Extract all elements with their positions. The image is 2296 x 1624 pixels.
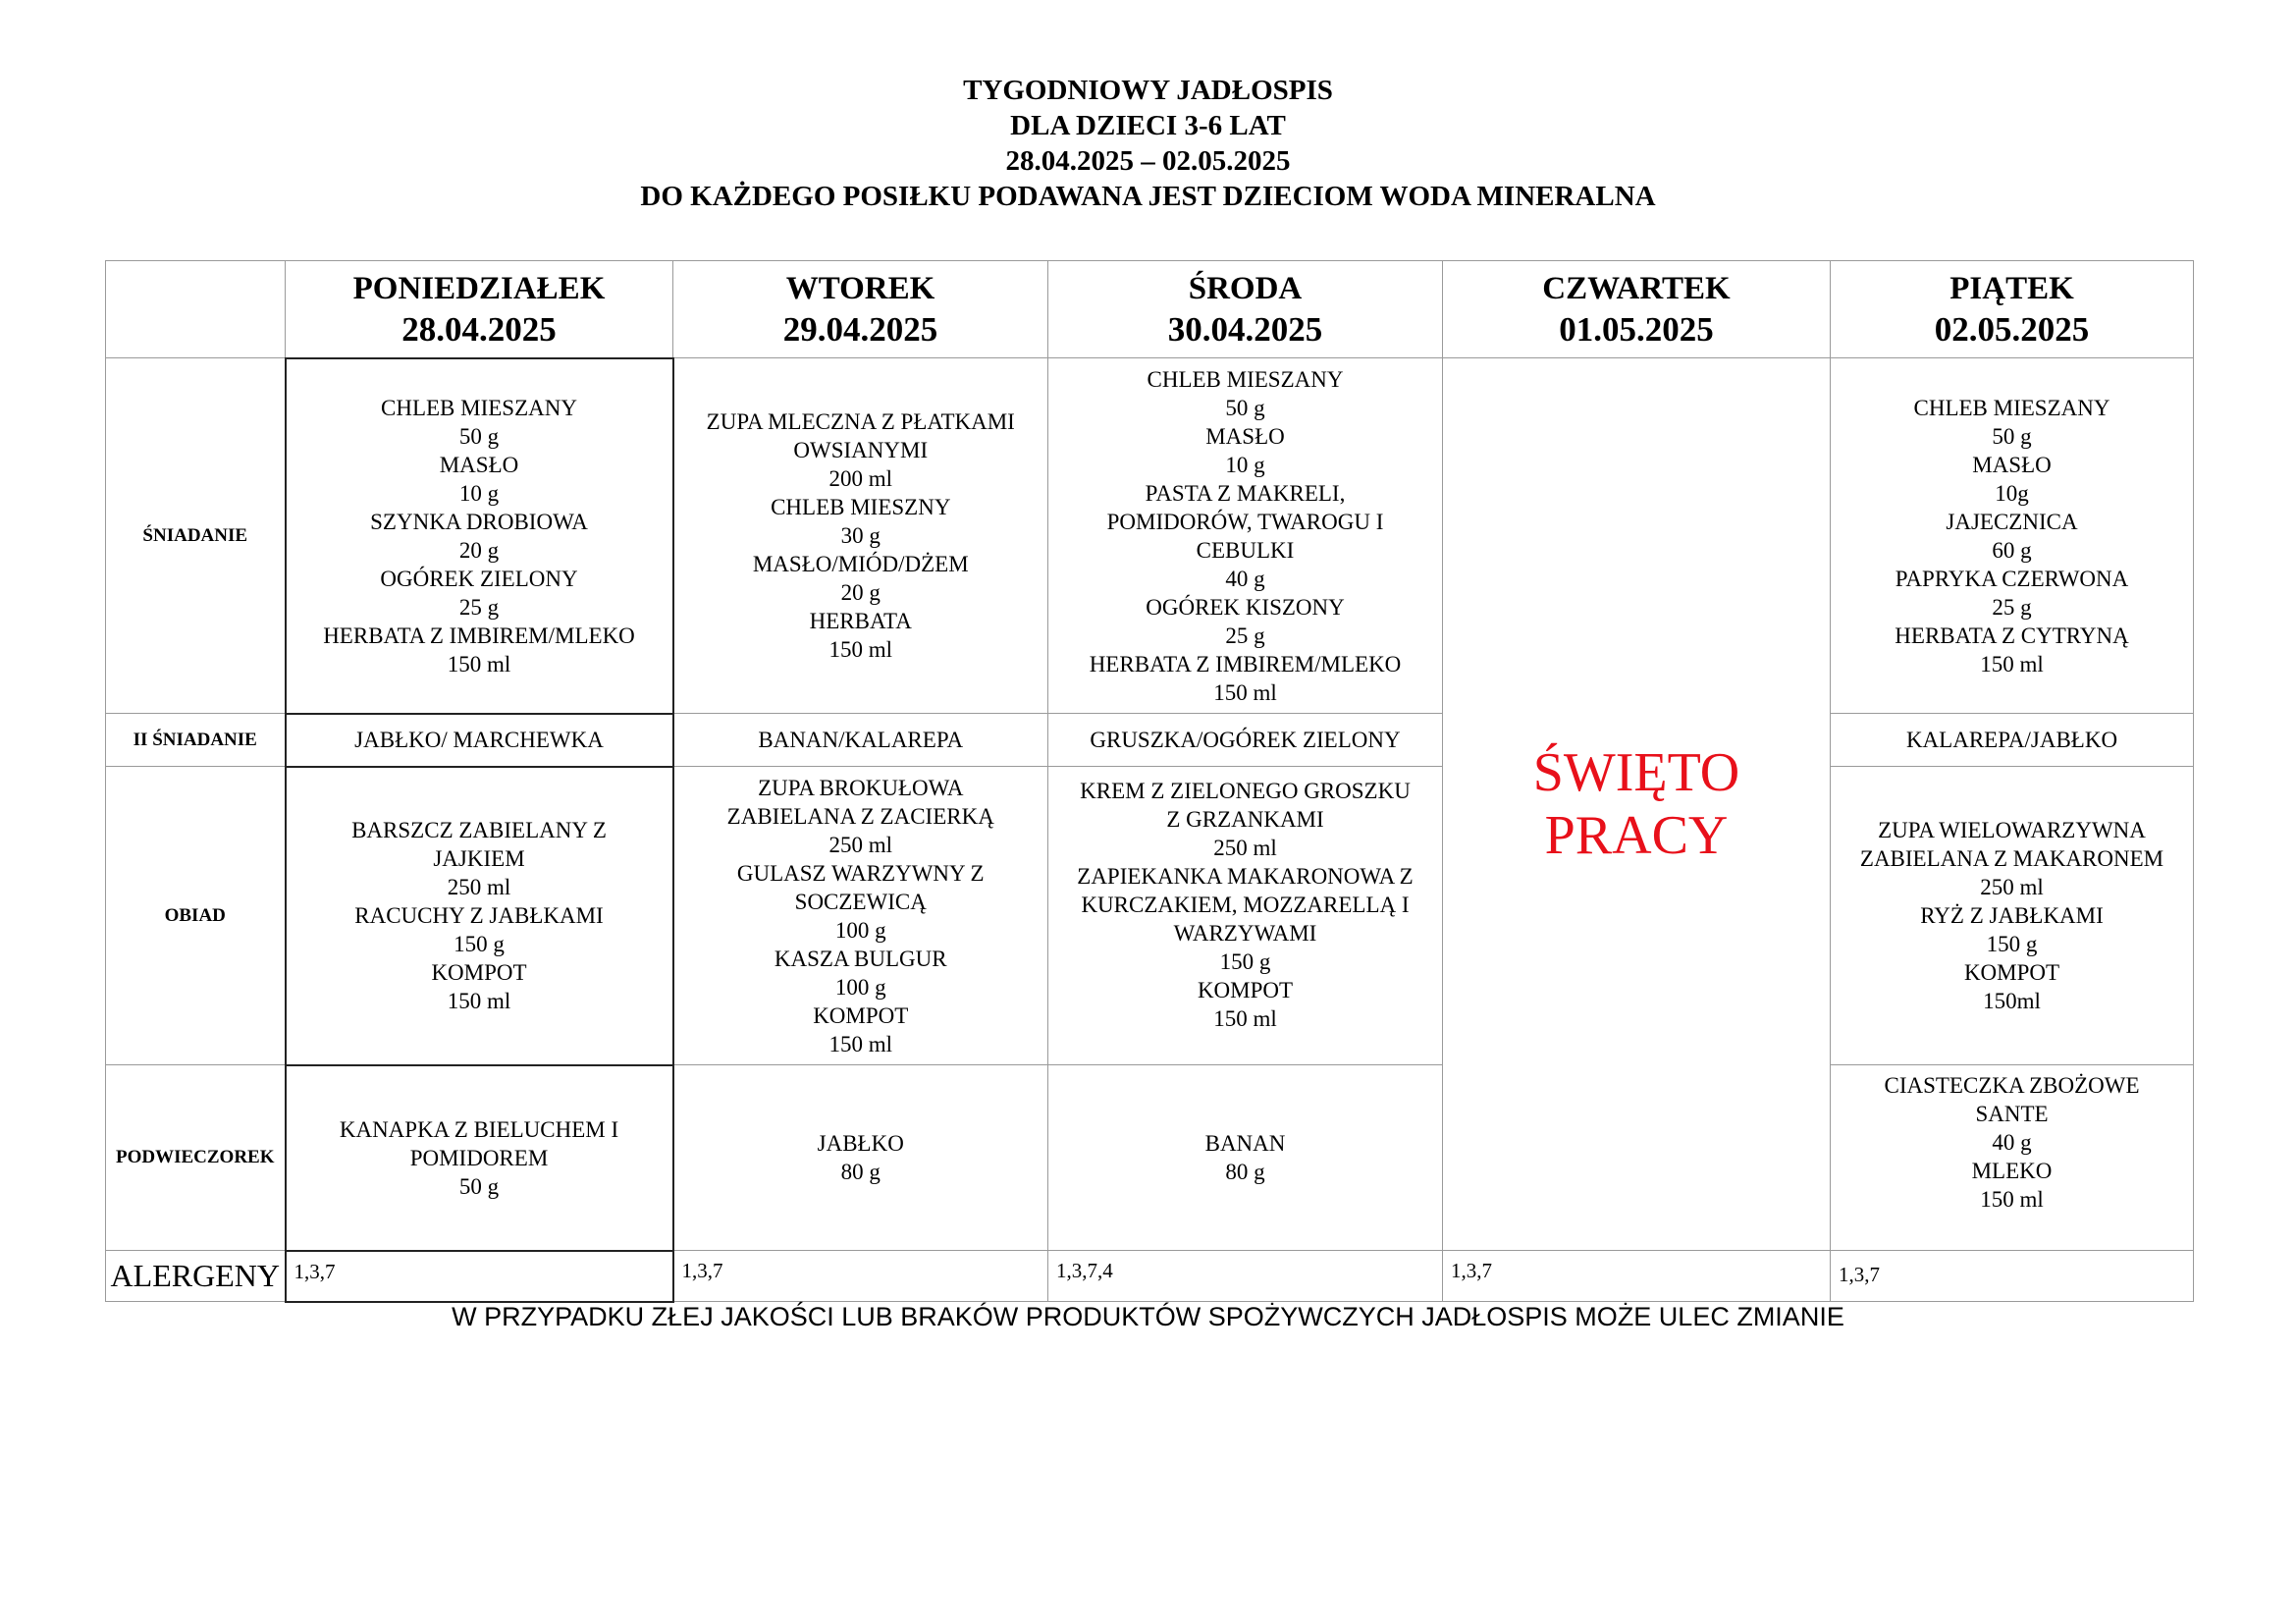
ii-sniadanie-row xyxy=(106,714,2194,767)
menu-line: MASŁO/MIÓD/DŻEM xyxy=(752,552,969,576)
meal-label-ii-sniadanie: II ŚNIADANIE xyxy=(106,714,286,767)
menu-line: 50 g xyxy=(1225,395,1265,420)
menu-line: CHLEB MIESZANY xyxy=(1913,395,2110,420)
menu-line: KREM Z ZIELONEGO GROSZKU xyxy=(1080,779,1411,803)
obiad-wednesday xyxy=(1048,767,1443,1065)
menu-line: 25 g xyxy=(1992,594,2032,620)
menu-line: JAJECZNICA xyxy=(1946,509,2078,534)
day-header-friday xyxy=(1831,261,2194,358)
alergeny-wednesday: 1,3,7,4 xyxy=(1048,1251,1443,1302)
menu-line: POMIDORÓW, TWAROGU I xyxy=(1106,509,1384,534)
menu-line: 150 ml xyxy=(1213,1006,1277,1031)
menu-line: HERBATA Z IMBIREM/MLEKO xyxy=(323,623,635,648)
day-name: PIĄTEK xyxy=(1949,271,2074,306)
menu-line: 50 g xyxy=(1992,423,2032,449)
menu-line: 20 g xyxy=(840,580,881,605)
obiad-friday xyxy=(1831,767,2194,1065)
day-header-row xyxy=(106,261,2194,358)
menu-line: 25 g xyxy=(1225,623,1265,648)
podwieczorek-wednesday xyxy=(1048,1065,1443,1251)
meal-label-sniadanie: ŚNIADANIE xyxy=(106,358,286,714)
menu-line: 25 g xyxy=(458,594,500,620)
menu-line: OWSIANYMI xyxy=(793,438,929,462)
menu-line: 40 g xyxy=(1992,1130,2032,1155)
corner-cell xyxy=(106,261,286,358)
menu-line: 150 ml xyxy=(447,989,511,1013)
menu-line: KOMPOT xyxy=(431,960,527,985)
menu-subtitle-age: DLA DZIECI 3-6 LAT xyxy=(1010,110,1286,141)
menu-line: 150 ml xyxy=(1980,651,2044,677)
menu-line: PAPRYKA CZERWONA xyxy=(1895,566,2129,591)
meal-label-obiad: OBIAD xyxy=(106,767,286,1065)
menu-line: WARZYWAMI xyxy=(1173,921,1317,946)
menu-line: 100 g xyxy=(834,917,886,943)
menu-line: JABŁKO xyxy=(817,1131,904,1156)
menu-line: ZUPA MLECZNA Z PŁATKAMI xyxy=(706,409,1015,434)
menu-line: ZUPA BROKUŁOWA xyxy=(758,775,964,800)
menu-line: CEBULKI xyxy=(1196,537,1295,563)
menu-line: 150 ml xyxy=(1980,1187,2044,1212)
menu-line: 20 g xyxy=(458,537,500,563)
menu-line: 10 g xyxy=(458,480,500,506)
ii-sniadanie-friday: KALAREPA/JABŁKO xyxy=(1831,714,2194,767)
day-date: 28.04.2025 xyxy=(401,309,557,349)
alergeny-friday: 1,3,7 xyxy=(1831,1251,2194,1302)
sniadanie-tuesday xyxy=(673,358,1048,714)
alergeny-thursday: 1,3,7 xyxy=(1443,1251,1831,1302)
day-name: WTOREK xyxy=(785,271,935,306)
menu-line: ZABIELANA Z ZACIERKĄ xyxy=(726,803,994,829)
obiad-tuesday xyxy=(673,767,1048,1065)
menu-line: PASTA Z MAKRELI, xyxy=(1145,480,1346,506)
holiday-thursday xyxy=(1443,358,1831,1251)
meal-label-podwieczorek: PODWIECZOREK xyxy=(106,1065,286,1251)
meal-label-alergeny: ALERGENY xyxy=(106,1251,286,1302)
menu-line: 40 g xyxy=(1225,566,1265,591)
sniadanie-wednesday xyxy=(1048,358,1443,714)
menu-line: CIASTECZKA ZBOŻOWE xyxy=(1884,1073,2140,1098)
menu-line: 10 g xyxy=(1225,452,1265,477)
menu-line: CHLEB MIESZANY xyxy=(381,395,577,420)
menu-line: 150 ml xyxy=(1213,679,1277,705)
menu-line: KANAPKA Z BIELUCHEM I xyxy=(339,1116,619,1142)
menu-line: 150 ml xyxy=(828,637,893,662)
menu-line: 60 g xyxy=(1992,537,2032,563)
menu-line: KASZA BULGUR xyxy=(774,946,947,971)
ii-sniadanie-monday: JABŁKO/ MARCHEWKA xyxy=(286,714,673,767)
podwieczorek-row xyxy=(106,1065,2194,1251)
obiad-row xyxy=(106,767,2194,1065)
menu-line: MASŁO xyxy=(439,452,519,477)
holiday-text xyxy=(1447,741,1826,867)
alergeny-row xyxy=(106,1251,2194,1302)
menu-line: POMIDOREM xyxy=(409,1145,549,1170)
menu-line: 30 g xyxy=(840,523,881,548)
menu-line: 50 g xyxy=(458,423,500,449)
alergeny-tuesday: 1,3,7 xyxy=(673,1251,1048,1302)
alergeny-monday: 1,3,7 xyxy=(286,1251,673,1302)
menu-line: 150 g xyxy=(1219,949,1271,974)
weekly-menu-table xyxy=(105,260,2194,1303)
menu-line: HERBATA Z IMBIREM/MLEKO xyxy=(1089,651,1402,677)
menu-line: 10g xyxy=(1995,480,2029,506)
day-header-tuesday xyxy=(673,261,1048,358)
day-date: 29.04.2025 xyxy=(782,310,938,349)
podwieczorek-friday xyxy=(1831,1065,2194,1251)
menu-line: MASŁO xyxy=(1205,423,1285,449)
menu-line: BANAN xyxy=(1204,1131,1286,1156)
menu-line: 80 g xyxy=(1225,1160,1265,1184)
menu-line: RYŻ Z JABŁKAMI xyxy=(1920,903,2104,928)
sniadanie-row xyxy=(106,358,2194,714)
menu-line: CHLEB MIESZNY xyxy=(771,495,951,519)
day-name: PONIEDZIAŁEK xyxy=(352,270,606,306)
day-header-wednesday xyxy=(1048,261,1443,358)
sniadanie-friday xyxy=(1831,358,2194,714)
menu-line: KOMPOT xyxy=(1197,978,1294,1002)
menu-line: 200 ml xyxy=(828,466,893,491)
menu-date-range: 28.04.2025 – 02.05.2025 xyxy=(1005,145,1291,177)
menu-line: 250 ml xyxy=(1980,875,2044,899)
menu-line: 100 g xyxy=(834,974,886,1000)
podwieczorek-tuesday xyxy=(673,1065,1048,1251)
menu-line: KURCZAKIEM, MOZZARELLĄ I xyxy=(1081,893,1410,917)
menu-line: CHLEB MIESZANY xyxy=(1147,366,1344,392)
day-name: CZWARTEK xyxy=(1542,271,1731,306)
menu-line: 150 ml xyxy=(828,1031,893,1056)
menu-line: BARSZCZ ZABIELANY Z xyxy=(351,818,607,842)
menu-line: 150 g xyxy=(454,932,505,956)
menu-line: ZUPA WIELOWARZYWNA xyxy=(1878,818,2146,842)
day-name: ŚRODA xyxy=(1188,271,1303,306)
menu-line: MLEKO xyxy=(1971,1159,2053,1183)
menu-line: SOCZEWICĄ xyxy=(794,889,927,914)
menu-line: 250 ml xyxy=(828,832,893,857)
obiad-monday xyxy=(286,767,673,1065)
ii-sniadanie-tuesday: BANAN/KALAREPA xyxy=(673,714,1048,767)
day-header-monday xyxy=(286,261,673,358)
day-header-thursday xyxy=(1443,261,1831,358)
menu-header xyxy=(0,73,2296,214)
menu-line: MASŁO xyxy=(1972,452,2052,477)
menu-line: 150 g xyxy=(1986,932,2038,956)
menu-water-note: DO KAŻDEGO POSIŁKU PODAWANA JEST DZIECIOM WODA MINERALNA xyxy=(640,181,1656,212)
menu-title: TYGODNIOWY JADŁOSPIS xyxy=(963,75,1333,106)
menu-line: 250 ml xyxy=(447,875,511,899)
menu-line: SZYNKA DROBIOWA xyxy=(370,509,588,534)
menu-line: OGÓREK KISZONY xyxy=(1146,594,1345,620)
menu-line: SANTE xyxy=(1975,1102,2049,1126)
menu-line: Z GRZANKAMI xyxy=(1166,807,1324,832)
menu-line: KOMPOT xyxy=(813,1002,909,1028)
holiday-line: PRACY xyxy=(1544,805,1729,866)
menu-line: GULASZ WARZYWNY Z xyxy=(736,860,985,886)
menu-line: 150ml xyxy=(1983,989,2041,1013)
day-date: 02.05.2025 xyxy=(1934,310,2090,349)
day-date: 01.05.2025 xyxy=(1559,310,1714,349)
menu-line: 80 g xyxy=(840,1160,881,1184)
menu-line: JAJKIEM xyxy=(433,846,525,871)
menu-line: RACUCHY Z JABŁKAMI xyxy=(354,903,604,928)
holiday-line: ŚWIĘTO xyxy=(1532,742,1740,803)
podwieczorek-monday xyxy=(286,1065,673,1251)
menu-line: KOMPOT xyxy=(1963,960,2060,985)
menu-line: 250 ml xyxy=(1213,836,1277,860)
menu-line: ZABIELANA Z MAKARONEM xyxy=(1859,846,2164,871)
menu-line: 50 g xyxy=(458,1173,500,1199)
footer-note: W PRZYPADKU ZŁEJ JAKOŚCI LUB BRAKÓW PRODUKTÓW SPOŻYWCZYCH JADŁOSPIS MOŻE ULEC ZMIANIE xyxy=(452,1302,1844,1331)
day-date: 30.04.2025 xyxy=(1167,310,1323,349)
menu-line: 150 ml xyxy=(447,651,511,677)
sniadanie-monday xyxy=(286,358,673,714)
menu-line: HERBATA Z CYTRYNĄ xyxy=(1895,623,2129,648)
menu-line: HERBATA xyxy=(809,609,912,633)
menu-line: OGÓREK ZIELONY xyxy=(380,566,578,591)
menu-line: ZAPIEKANKA MAKARONOWA Z xyxy=(1077,864,1414,889)
ii-sniadanie-wednesday: GRUSZKA/OGÓREK ZIELONY xyxy=(1048,714,1443,767)
